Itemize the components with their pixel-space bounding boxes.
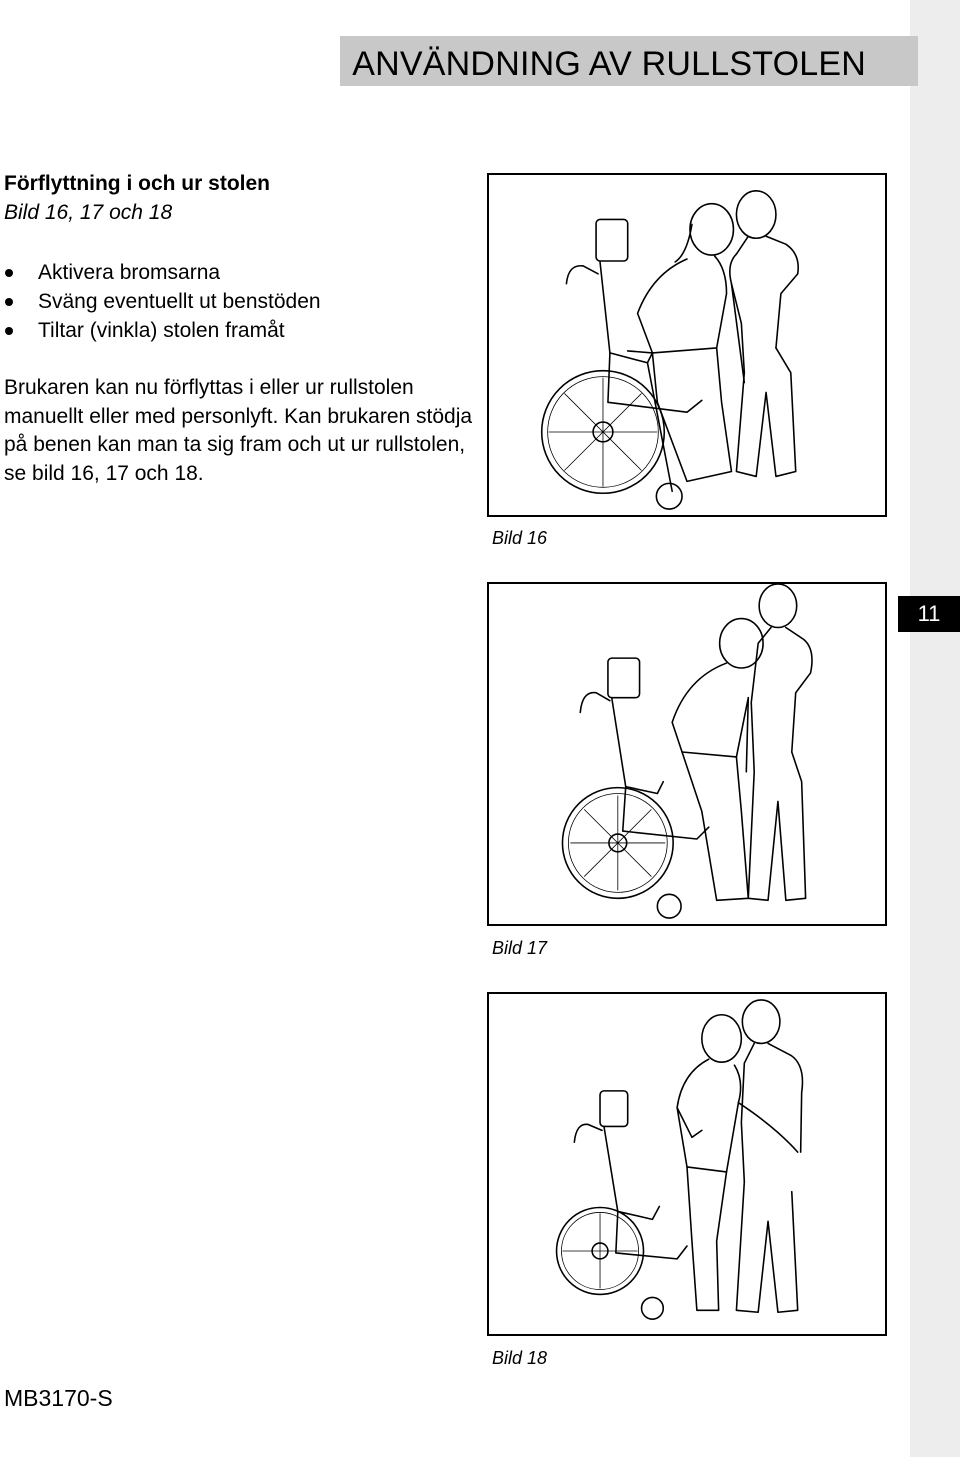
page-title: ANVÄNDNING AV RULLSTOLEN <box>352 45 866 83</box>
wheelchair-transfer-illustration-seated <box>489 175 885 515</box>
list-item: Sväng eventuellt ut benstöden <box>4 287 321 316</box>
side-margin-strip <box>910 0 960 1457</box>
section-title: Förflyttning i och ur stolen <box>4 172 270 195</box>
figure-caption: Bild 18 <box>492 1348 548 1368</box>
header-bar <box>340 36 918 86</box>
figure-caption: Bild 17 <box>492 938 548 958</box>
section-subtitle: Bild 16, 17 och 18 <box>4 201 173 224</box>
figure-bild-16 <box>487 173 887 517</box>
figure-bild-17 <box>487 582 887 926</box>
page-number-tab: 11 <box>898 596 960 632</box>
wheelchair-transfer-illustration-standing <box>489 994 885 1334</box>
figure-caption: Bild 16 <box>492 528 548 548</box>
document-id: MB3170-S <box>4 1385 113 1411</box>
list-item: Tiltar (vinkla) stolen framåt <box>4 316 321 345</box>
list-item: Aktivera bromsarna <box>4 258 321 287</box>
bullet-list <box>4 258 321 345</box>
figure-bild-18 <box>487 992 887 1336</box>
body-paragraph: Brukaren kan nu förflyttas i eller ur rullstolen manuellt eller med personlyft. Kan brukaren stödja på benen kan man ta sig fram och ut ur rullstolen, se bild 16, 17 och 18. <box>4 376 473 485</box>
wheelchair-transfer-illustration-rising <box>489 584 885 924</box>
